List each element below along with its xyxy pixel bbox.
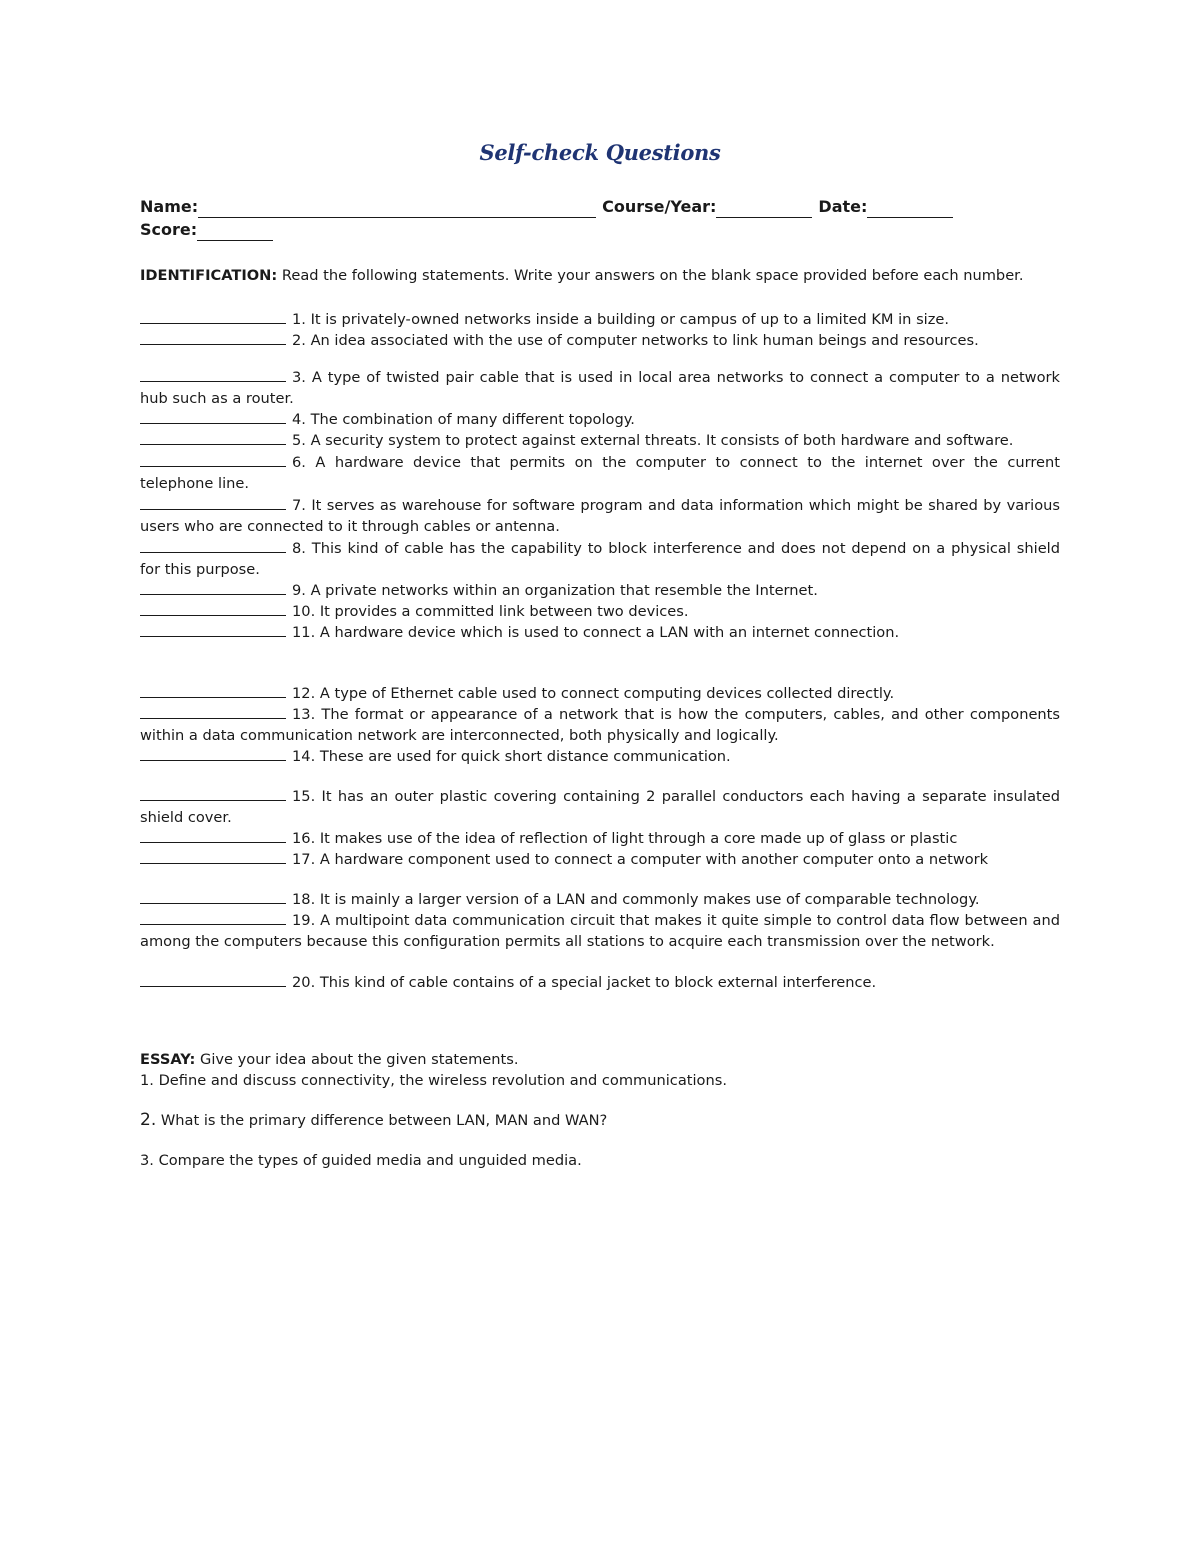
question-item: 11. A hardware device which is used to connect a LAN with an internet connection. xyxy=(140,622,1060,643)
answer-blank[interactable] xyxy=(140,910,286,925)
essay-question-3: 3. Compare the types of guided media and unguided media. xyxy=(140,1152,582,1169)
answer-blank[interactable] xyxy=(140,786,286,801)
identification-instruction-text: Read the following statements. Write your answers on the blank space provided before each number. xyxy=(281,267,1024,284)
question-item: 19. A multipoint data communication circuit that makes it quite simple to control data flow between and among the computers because this configuration permits all stations to acquire each transmission over the network. xyxy=(140,912,1060,951)
header-fields-row xyxy=(140,196,959,218)
question-item: 20. This kind of cable contains of a special jacket to block external interference. xyxy=(140,972,1060,993)
question-item: 7. It serves as warehouse for software program and data information which might be shared by various users who are connected to it through cables or antenna. xyxy=(140,497,1060,536)
question-item: 4. The combination of many different topology. xyxy=(140,409,1060,430)
date-blank[interactable] xyxy=(867,200,953,218)
answer-blank[interactable] xyxy=(140,309,286,324)
date-label: Date: xyxy=(818,197,868,216)
question-item: 9. A private networks within an organization that resemble the Internet. xyxy=(140,580,1060,601)
essay-question-2-text: What is the primary difference between LAN, MAN and WAN? xyxy=(160,1112,608,1129)
question-item: 16. It makes use of the idea of reflection of light through a core made up of glass or plastic xyxy=(140,828,1060,849)
essay-question-1: 1. Define and discuss connectivity, the wireless revolution and communications. xyxy=(140,1072,727,1089)
question-item: 6. A hardware device that permits on the computer to connect to the internet over the current telephone line. xyxy=(140,454,1060,493)
question-item: 8. This kind of cable has the capability to block interference and does not depend on a physical shield for this purpose. xyxy=(140,540,1060,579)
question-item: 1. It is privately-owned networks inside a building or campus of up to a limited KM in size. xyxy=(140,309,1060,330)
question-item: 18. It is mainly a larger version of a LAN and commonly makes use of comparable technology. xyxy=(140,889,1060,910)
course-year-label: Course/Year: xyxy=(602,197,717,216)
answer-blank[interactable] xyxy=(140,330,286,345)
answer-blank[interactable] xyxy=(140,704,286,719)
question-item: 14. These are used for quick short distance communication. xyxy=(140,746,1060,767)
answer-blank[interactable] xyxy=(140,828,286,843)
question-item: 12. A type of Ethernet cable used to connect computing devices collected directly. xyxy=(140,683,1060,704)
answer-blank[interactable] xyxy=(140,367,286,382)
question-item: 2. An idea associated with the use of computer networks to link human beings and resources. xyxy=(140,330,1060,351)
question-item: 10. It provides a committed link between two devices. xyxy=(140,601,1060,622)
answer-blank[interactable] xyxy=(140,430,286,445)
answer-blank[interactable] xyxy=(140,746,286,761)
essay-question-2-number: 2. xyxy=(140,1110,157,1130)
question-item: 17. A hardware component used to connect a computer with another computer onto a network xyxy=(140,849,1060,870)
course-year-blank[interactable] xyxy=(716,200,812,218)
essay-label: ESSAY: xyxy=(140,1051,196,1068)
essay-instructions xyxy=(140,1049,1060,1070)
answer-blank[interactable] xyxy=(140,601,286,616)
identification-instructions xyxy=(140,265,1040,286)
score-blank[interactable] xyxy=(197,223,273,241)
answer-blank[interactable] xyxy=(140,849,286,864)
question-item: 13. The format or appearance of a network that is how the computers, cables, and other components within a data communication network are interconnected, both physically and logically. xyxy=(140,706,1060,745)
page-title: Self-check Questions xyxy=(479,140,721,165)
essay-question-2 xyxy=(140,1110,1060,1131)
answer-blank[interactable] xyxy=(140,538,286,553)
answer-blank[interactable] xyxy=(140,409,286,424)
answer-blank[interactable] xyxy=(140,580,286,595)
identification-label: IDENTIFICATION: xyxy=(140,267,278,284)
question-item: 3. A type of twisted pair cable that is used in local area networks to connect a computer to a network hub such as a router. xyxy=(140,369,1060,408)
question-item: 15. It has an outer plastic covering containing 2 parallel conductors each having a separate insulated shield cover. xyxy=(140,788,1060,827)
answer-blank[interactable] xyxy=(140,889,286,904)
answer-blank[interactable] xyxy=(140,683,286,698)
question-item: 5. A security system to protect against external threats. It consists of both hardware and software. xyxy=(140,430,1060,451)
name-blank[interactable] xyxy=(198,200,596,218)
score-label: Score: xyxy=(140,220,198,239)
name-label: Name: xyxy=(140,197,199,216)
score-row xyxy=(140,219,279,241)
essay-instruction-text: Give your idea about the given statements. xyxy=(200,1051,519,1068)
answer-blank[interactable] xyxy=(140,452,286,467)
answer-blank[interactable] xyxy=(140,495,286,510)
answer-blank[interactable] xyxy=(140,972,286,987)
answer-blank[interactable] xyxy=(140,622,286,637)
